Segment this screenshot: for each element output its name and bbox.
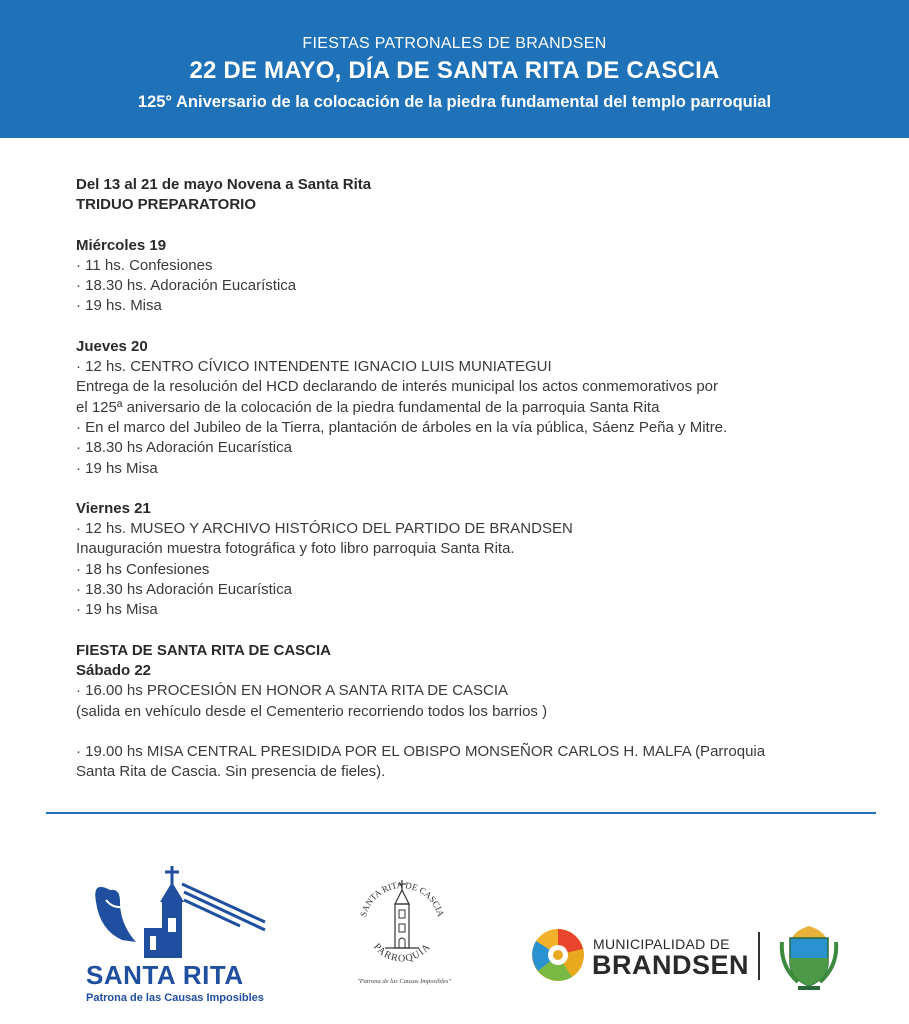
footer-divider (46, 812, 876, 814)
page-subtitle: 125° Aniversario de la colocación de la piedra fundamental del templo parroquial (137, 93, 772, 111)
list-item: · 19 hs. Misa (76, 297, 162, 315)
day-block-viernes (76, 499, 856, 621)
misa-central-block (76, 742, 856, 783)
svg-text:PARROQUIA (371, 941, 433, 964)
novena-line: Del 13 al 21 de mayo Novena a Santa Rita (76, 176, 372, 193)
santa-rita-logo (80, 860, 270, 1010)
list-item: · 12 hs. CENTRO CÍVICO INTENDENTE IGNACIO LUIS MUNIATEGUI (76, 358, 552, 376)
list-item: · 18.30 hs Adoración Eucarística (76, 581, 292, 599)
list-item: · 18.30 hs Adoración Eucarística (76, 439, 292, 457)
coat-of-arms-icon (778, 922, 840, 992)
footer-logos (0, 850, 909, 1020)
list-item: · 16.00 hs PROCESIÓN EN HONOR A SANTA RITA DE CASCIA (76, 682, 509, 700)
list-item: · 19 hs Misa (76, 459, 158, 477)
day-heading: Viernes 21 (76, 499, 151, 517)
parroquia-ring-top: SANTA RITA DE CASCIA (358, 879, 446, 918)
header-kicker: FIESTAS PATRONALES DE BRANDSEN (302, 35, 607, 52)
municipalidad-logo (528, 925, 588, 985)
page-title: 22 DE MAYO, DÍA DE SANTA RITA DE CASCIA (189, 57, 720, 84)
fiesta-block (76, 641, 856, 722)
program-content (76, 175, 856, 802)
santa-rita-tagline: Patrona de las Causas Imposibles (86, 992, 264, 1004)
municipalidad-emblem-icon (528, 925, 588, 985)
list-item: · 18.30 hs. Adoración Eucarística (76, 277, 297, 295)
list-item: (salida en vehículo desde el Cementerio recorriendo todos los barrios ) (76, 702, 548, 720)
list-item: Inauguración muestra fotográfica y foto libro parroquia Santa Rita. (76, 540, 515, 558)
brandsen-label: BRANDSEN (592, 950, 750, 980)
day-heading: Jueves 20 (76, 337, 148, 355)
santa-rita-church-icon (80, 860, 270, 960)
day-heading: Sábado 22 (76, 661, 152, 679)
brandsen-coat-of-arms (778, 922, 840, 992)
list-item: Santa Rita de Cascia. Sin presencia de fieles). (76, 763, 386, 781)
header-banner (0, 0, 909, 138)
intro-block (76, 175, 856, 216)
list-item: · 12 hs. MUSEO Y ARCHIVO HISTÓRICO DEL PARTIDO DE BRANDSEN (76, 520, 573, 538)
fiesta-heading: FIESTA DE SANTA RITA DE CASCIA (76, 641, 331, 659)
list-item: · 11 hs. Confesiones (76, 256, 213, 274)
parroquia-caption: "Patrona de las Causas Imposibles" (356, 978, 452, 985)
parroquia-seal-icon (355, 870, 450, 975)
list-item: · 19 hs Misa (76, 601, 158, 619)
list-item: · 19.00 hs MISA CENTRAL PRESIDIDA POR EL OBISPO MONSEÑOR CARLOS H. MALFA (Parroquia (76, 742, 766, 760)
day-block-miercoles (76, 236, 856, 317)
list-item: · En el marco del Jubileo de la Tierra, plantación de árboles en la vía pública, Sáenz Peña y Mitre. (76, 418, 728, 436)
logo-separator (758, 932, 760, 980)
municipalidad-label: MUNICIPALIDAD DE (593, 936, 730, 952)
parroquia-ring-bottom: PARROQUIA (371, 941, 433, 965)
santa-rita-name: SANTA RITA (86, 960, 244, 990)
day-block-jueves (76, 337, 856, 479)
list-item: · 18 hs Confesiones (76, 560, 210, 578)
parroquia-seal (355, 870, 450, 990)
day-heading: Miércoles 19 (76, 236, 167, 254)
triduo-line: TRIDUO PREPARATORIO (76, 196, 257, 214)
list-item: el 125ª aniversario de la colocación de la piedra fundamental de la parroquia Santa Rita (76, 398, 660, 416)
list-item: Entrega de la resolución del HCD declarando de interés municipal los actos conmemorativos por (76, 378, 718, 396)
